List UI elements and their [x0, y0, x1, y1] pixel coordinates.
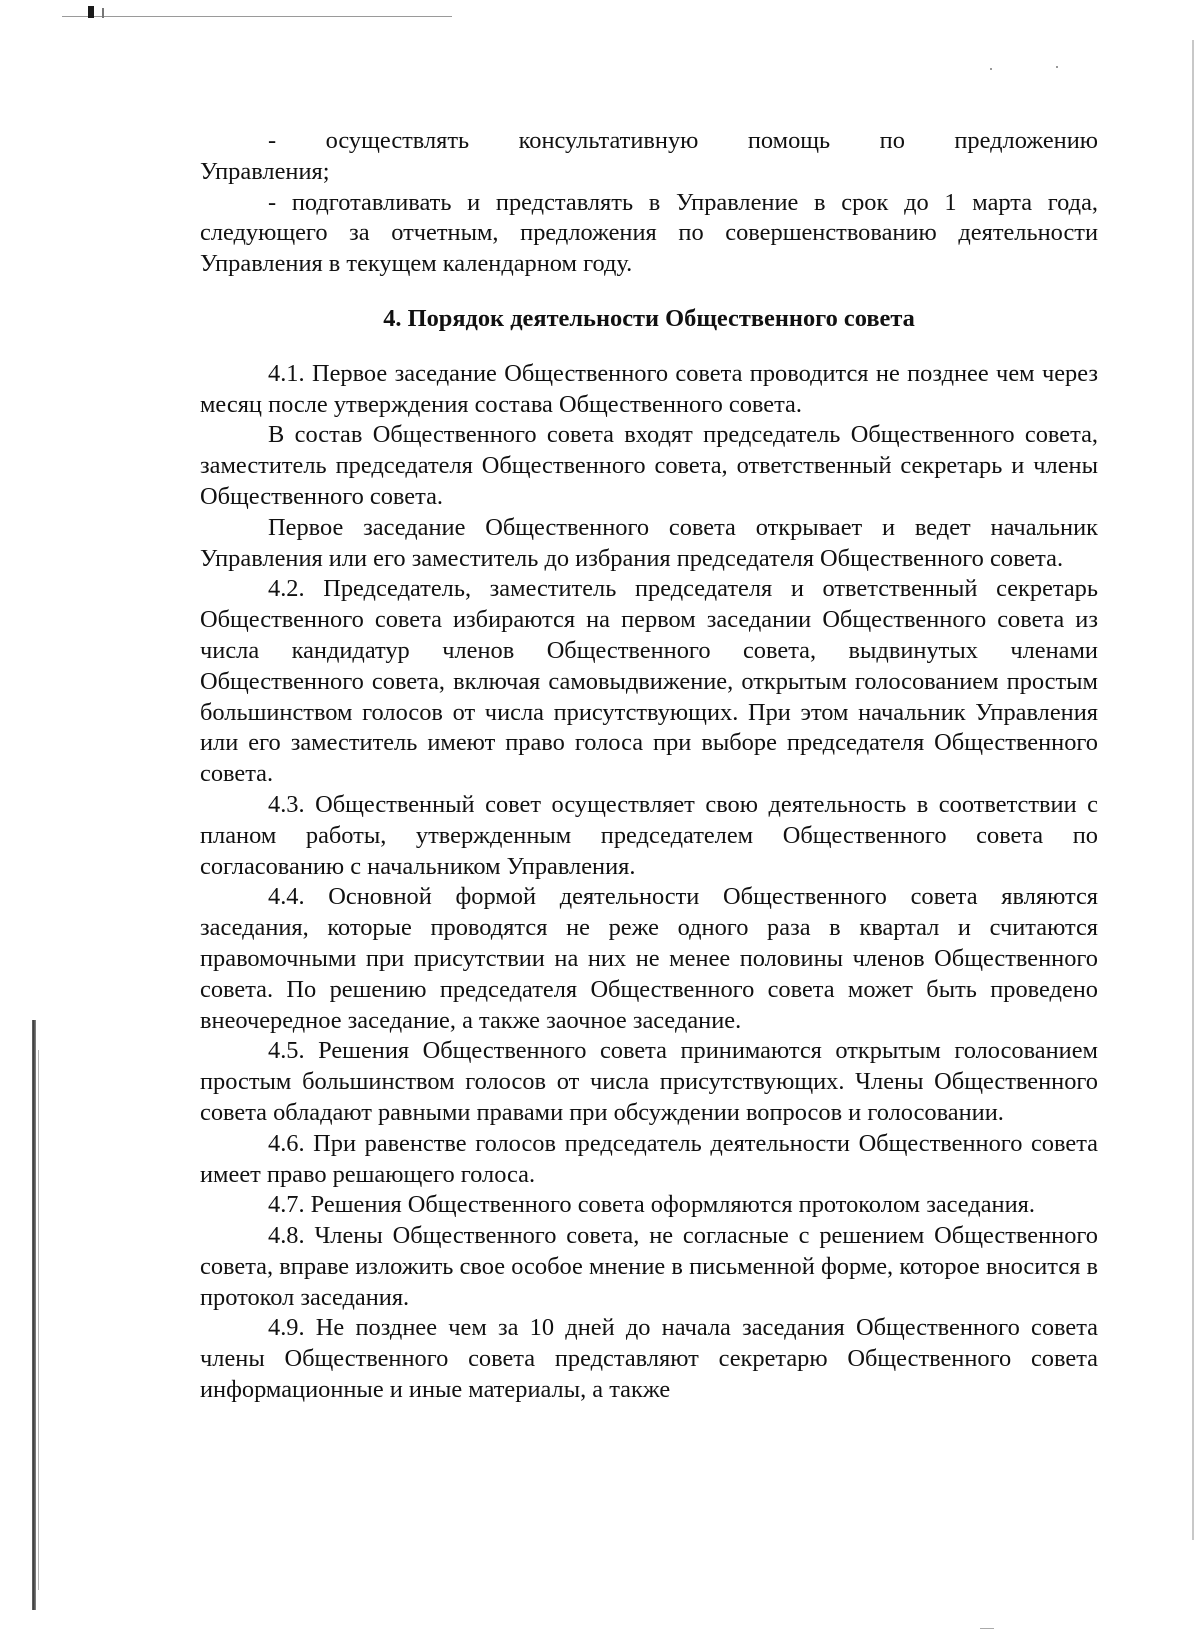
paragraph-4-7: 4.7. Решения Общественного совета оформляются протоколом заседания. [268, 1191, 1035, 1219]
scan-artifact-dot [1056, 66, 1058, 68]
bullet-item: - осуществлять консультативную помощь по предложению Управления; [200, 127, 1098, 185]
scan-artifact-left-edge [32, 1020, 36, 1610]
paragraph-4-6: 4.6. При равенстве голосов председатель деятельности Общественного совета имеет право решающего голоса. [200, 1129, 1098, 1188]
paragraph-first-meeting: Первое заседание Общественного совета открывает и ведет начальник Управления или его заместитель до избрания председателя Общественного совета. [200, 513, 1098, 572]
paragraph-4-2: 4.2. Председатель, заместитель председателя и ответственный секретарь Общественного совета избираются на первом заседании Общественного совета из числа кандидатур членов Общественного совета, выдвинутых членами Общественного совета, включая самовыдвижение, открытым голосованием простым большинством голосов от числа присутствующих. При этом начальник Управления или его заместитель имеют право голоса при выборе председателя Общественного совета. [200, 575, 1098, 788]
paragraph-4-3: 4.3. Общественный совет осуществляет свою деятельность в соответствии с планом работы, утвержденным председателем Общественного совета по согласованию с начальником Управления. [200, 790, 1098, 880]
scan-artifact-left-edge-2 [38, 1050, 39, 1590]
scan-artifact-bottom-dash [980, 1628, 994, 1629]
scan-artifact-dot [990, 68, 992, 70]
paragraph-4-1: 4.1. Первое заседание Общественного совета проводится не позднее чем через месяц после утверждения состава Общественного совета. [200, 359, 1098, 418]
section-heading: 4. Порядок деятельности Общественного совета [383, 304, 915, 332]
paragraph-4-8: 4.8. Члены Общественного совета, не согласные с решением Общественного совета, вправе изложить свое особое мнение в письменной форме, которое вносится в протокол заседания. [200, 1222, 1098, 1311]
paragraph-composition: В состав Общественного совета входят председатель Общественного совета, заместитель председателя Общественного совета, ответственный секретарь и члены Общественного совета. [200, 421, 1098, 510]
bullet-item: - подготавливать и представлять в Управление в срок до 1 марта года, следующего за отчетным, предложения по совершенствованию деятельности Управления в текущем календарном году. [200, 188, 1098, 278]
document-body [200, 126, 1098, 1406]
scan-artifact-right-edge [1192, 40, 1194, 1540]
paragraph-4-9: 4.9. Не позднее чем за 10 дней до начала заседания Общественного совета члены Общественного совета представляют секретарю Общественного совета информационные и иные материалы, а также [200, 1314, 1098, 1404]
paragraph-4-4: 4.4. Основной формой деятельности Общественного совета являются заседания, которые проводятся не реже одного раза в квартал и считаются правомочными при присутствии на них не менее половины членов Общественного совета. По решению председателя Общественного совета может быть проведено внеочередное заседание, а также заочное заседание. [200, 883, 1098, 1034]
scan-artifact-top-mark [88, 6, 94, 18]
scan-artifact-top-mark-2 [102, 8, 104, 18]
scan-artifact-top-line [62, 16, 452, 17]
paragraph-4-5: 4.5. Решения Общественного совета принимаются открытым голосованием простым большинством голосов от числа присутствующих. Члены Общественного совета обладают равными правами при обсуждении вопросов и голосовании. [200, 1037, 1098, 1126]
